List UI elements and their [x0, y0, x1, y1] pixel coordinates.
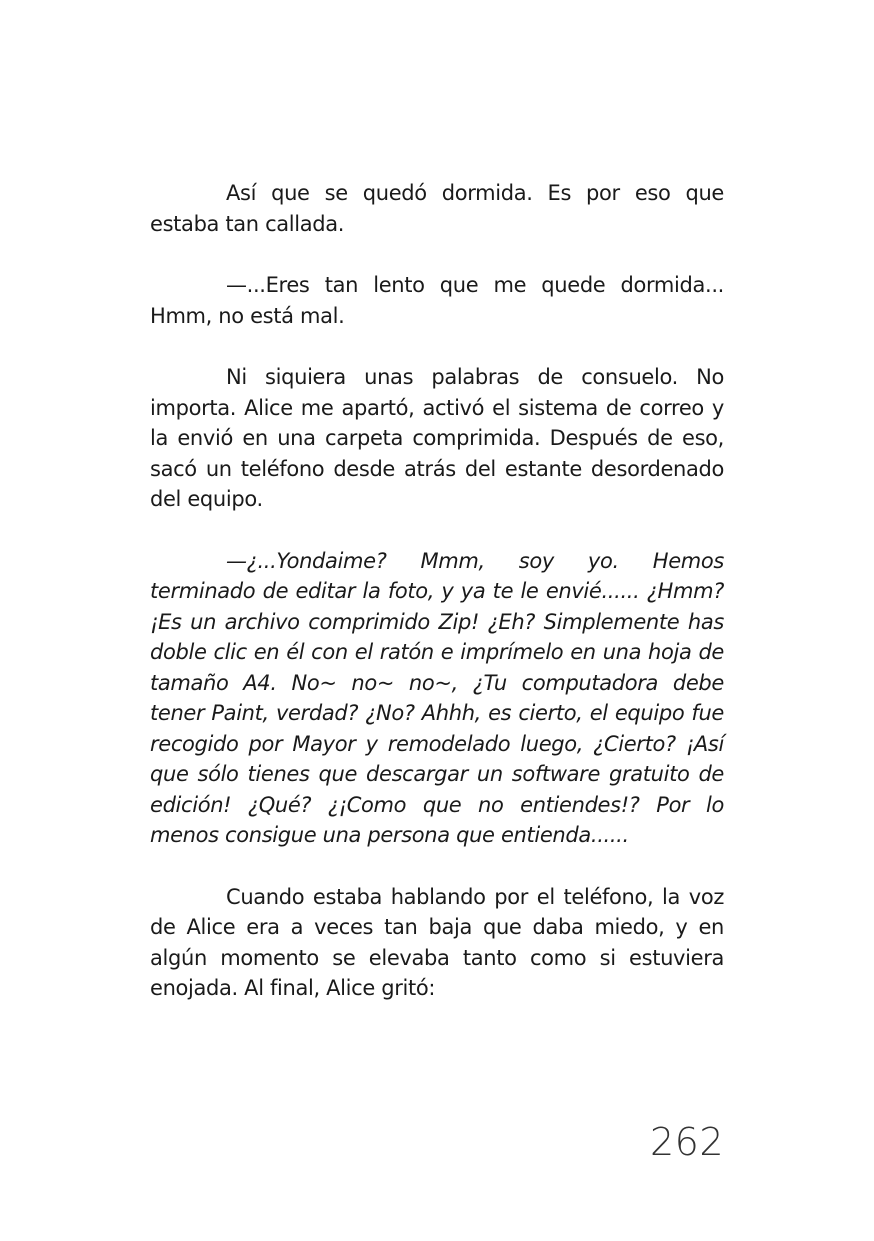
paragraph-5: Cuando estaba hablando por el teléfono, la voz de Alice era a veces tan baja que daba miedo, y en algún momento se elevaba tanto como si estuviera enojada. Al final, Alice gritó: — [150, 884, 724, 1000]
page-number: 262 — [649, 1120, 724, 1164]
paragraph-3: Ni siquiera unas palabras de consuelo. No importa. Alice me apartó, activó el sistema de correo y la envió en una carpeta comprimida. Después de eso, sacó un teléfono desde atrás del estante desordenado del equipo. — [150, 365, 724, 511]
paragraph-4-phone-dialogue: —¿...Yondaime? Mmm, soy yo. Hemos terminado de editar la foto, y ya te le envié...... ¿Hmm? ¡Es un archivo comprimido Zip! ¿Eh? Simplemente has doble clic en él con el ratón e imprímelo en una hoja de tamaño A4. No~ no~ no~, ¿Tu computadora debe tener Paint, verdad? ¿No? Ahhh, es cierto, el equipo fue recogido por Mayor y remodelado luego, ¿Cierto? ¡Así que sólo tienes que descargar un software gratuito de edición! ¿Qué? ¿¡Como que no entiendes!? Por lo menos consigue una persona que entienda...... — [150, 548, 724, 847]
paragraph-2-dialogue: —...Eres tan lento que me quede dormida... Hmm, no está mal. — [150, 273, 724, 328]
paragraph-1: Así que se quedó dormida. Es por eso que estaba tan callada. — [150, 181, 724, 236]
page-body — [150, 178, 724, 1035]
